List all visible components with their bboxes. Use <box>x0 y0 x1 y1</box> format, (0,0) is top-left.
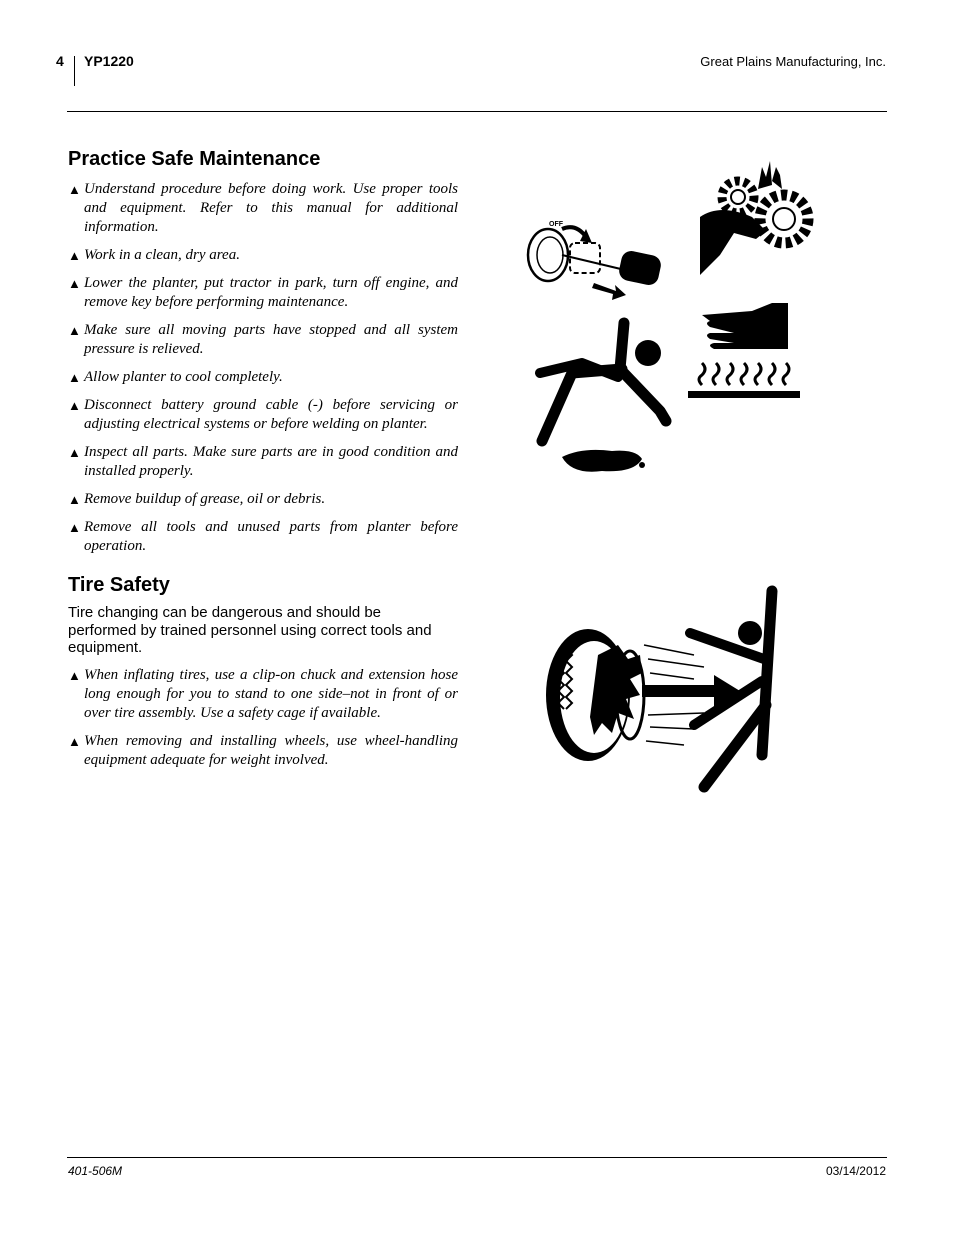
tire-explosion-figure <box>544 585 784 797</box>
warning-triangle-icon: ▲ <box>68 182 81 197</box>
list-item: ▲ Allow planter to cool completely. <box>68 369 283 385</box>
warning-triangle-icon: ▲ <box>68 492 81 507</box>
maintenance-safety-figure <box>520 155 830 490</box>
list-item: ▲ Understand procedure before doing work. Use proper tools and equipment. Refer to this manual for additional information. <box>68 181 458 235</box>
tire-safety-list <box>68 666 458 779</box>
tire-safety-intro: Tire changing can be dangerous and should be performed by trained personnel using correct tools and equipment. <box>68 604 432 656</box>
hot-surface-icon <box>688 303 800 398</box>
model-name: YP1220 <box>84 53 134 69</box>
warning-triangle-icon: ▲ <box>68 445 81 460</box>
gear-entanglement-icon <box>700 161 808 275</box>
warning-triangle-icon: ▲ <box>68 276 81 291</box>
footer-rule <box>67 1157 887 1158</box>
list-item: ▲ Work in a clean, dry area. <box>68 247 240 263</box>
header-divider <box>74 56 75 86</box>
list-item: ▲ Inspect all parts. Make sure parts are in good condition and installed properly. <box>68 444 458 479</box>
warning-triangle-icon: ▲ <box>68 398 81 413</box>
maintenance-title: Practice Safe Maintenance <box>68 148 321 170</box>
warning-triangle-icon: ▲ <box>68 734 81 749</box>
list-item: ▲ Remove buildup of grease, oil or debris. <box>68 491 326 507</box>
list-item: ▲ Lower the planter, put tractor in park, turn off engine, and remove key before performing maintenance. <box>68 275 458 310</box>
list-item: ▲ When removing and installing wheels, use wheel-handling equipment adequate for weight involved. <box>68 733 458 768</box>
maintenance-list <box>68 180 458 565</box>
list-item: ▲ Make sure all moving parts have stopped and all system pressure is relieved. <box>68 322 458 357</box>
slip-fall-icon <box>540 323 666 472</box>
key-off-label: OFF <box>549 221 563 228</box>
list-item: ▲ When inflating tires, use a clip-on chuck and extension hose long enough for you to stand to one side–not in front of or over tire assembly. Use a safety cage if available. <box>68 667 458 721</box>
list-item: ▲ Remove all tools and unused parts from planter before operation. <box>68 519 458 554</box>
warning-triangle-icon: ▲ <box>68 520 81 535</box>
document-number: 401-506M <box>68 1164 123 1178</box>
warning-triangle-icon: ▲ <box>68 668 81 683</box>
warning-triangle-icon: ▲ <box>68 323 81 338</box>
header-rule <box>67 111 887 112</box>
tire-safety-title: Tire Safety <box>68 574 170 596</box>
company-name: Great Plains Manufacturing, Inc. <box>700 54 886 69</box>
list-item: ▲ Disconnect battery ground cable (-) before servicing or adjusting electrical systems or before welding on planter. <box>68 397 458 432</box>
ignition-key-off-icon <box>528 221 663 300</box>
warning-triangle-icon: ▲ <box>68 248 81 263</box>
document-date: 03/14/2012 <box>825 1164 886 1178</box>
warning-triangle-icon: ▲ <box>68 370 81 385</box>
page-number: 4 <box>56 53 64 69</box>
exploding-tire-icon <box>546 629 644 761</box>
